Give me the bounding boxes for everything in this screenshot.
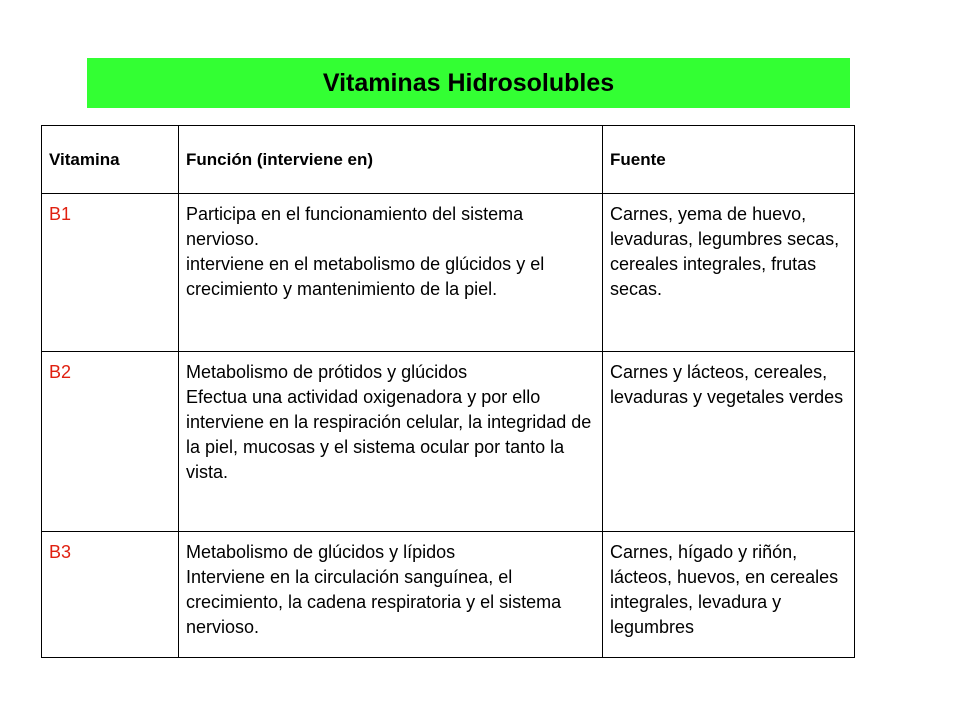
function-cell: [179, 194, 603, 352]
function-cell: [179, 352, 603, 532]
page-title: Vitaminas Hidrosolubles: [322, 68, 615, 97]
table-row: [42, 352, 855, 532]
header-fuente: Fuente: [603, 126, 855, 194]
source-cell: Carnes, yema de huevo, levaduras, legumbres secas, cereales integrales, frutas secas.: [603, 194, 855, 352]
function-text: Efectua una actividad oxigenadora y por ello interviene en la respiración celular, la integridad de la piel, mucosas y el sistema ocular por tanto la vista.: [186, 387, 592, 482]
source-cell: Carnes y lácteos, cereales, levaduras y vegetales verdes: [603, 352, 855, 532]
source-cell: Carnes, hígado y riñón, lácteos, huevos, en cereales integrales, levadura y legumbres: [603, 532, 855, 658]
function-text: Metabolismo de prótidos y glúcidos: [186, 362, 468, 382]
header-funcion: Función (interviene en): [179, 126, 603, 194]
function-text: Interviene en la circulación sanguínea, el crecimiento, la cadena respiratoria y el sistema nervioso.: [186, 567, 562, 637]
function-cell: [179, 532, 603, 658]
vitamins-table: [41, 125, 855, 658]
function-text: interviene en el metabolismo de glúcidos y el crecimiento y mantenimiento de la piel.: [186, 254, 545, 299]
vitamin-name: B1: [42, 194, 179, 352]
table-row: [42, 532, 855, 658]
title-banner: [87, 58, 850, 108]
vitamin-name: B3: [42, 532, 179, 658]
function-text: Participa en el funcionamiento del sistema nervioso.: [186, 204, 524, 249]
header-row: [42, 126, 855, 194]
function-text: Metabolismo de glúcidos y lípidos: [186, 542, 456, 562]
vitamin-name: B2: [42, 352, 179, 532]
table-row: [42, 194, 855, 352]
header-vitamina: Vitamina: [42, 126, 179, 194]
